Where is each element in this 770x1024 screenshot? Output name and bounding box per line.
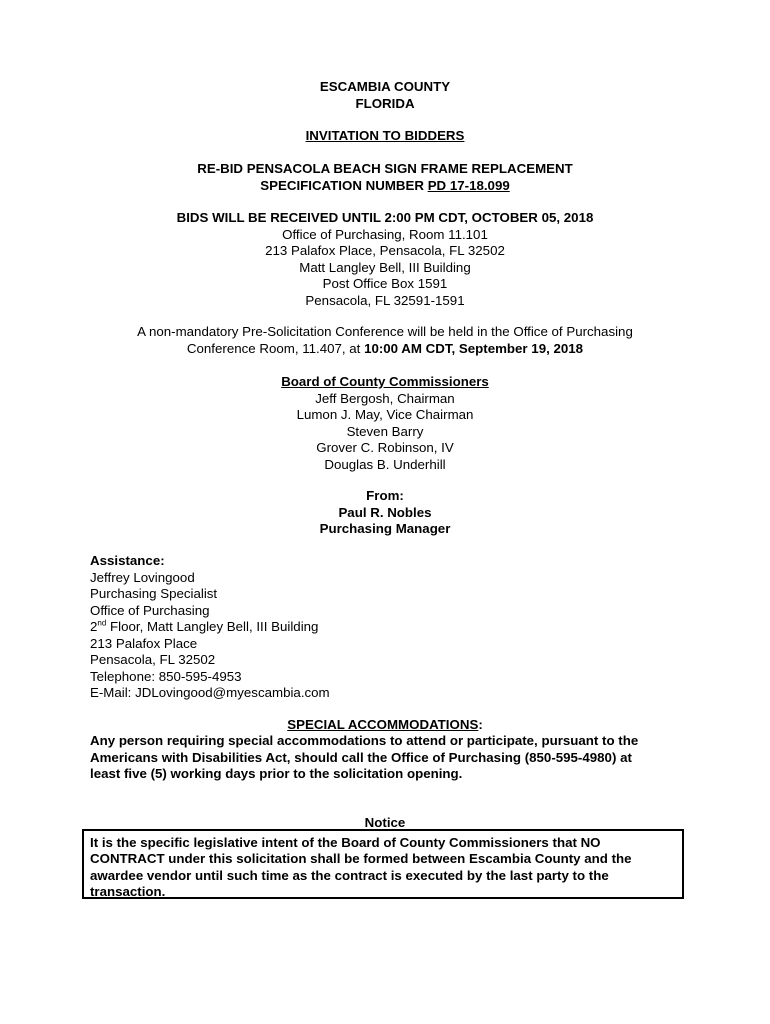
accommodations-body [90, 733, 638, 783]
from-block [0, 488, 770, 538]
accommodations-heading [0, 717, 770, 734]
from-label: From: [366, 488, 404, 503]
bid-deadline: BIDS WILL BE RECEIVED UNTIL 2:00 PM CDT, OCTOBER 05, 2018 [176, 210, 594, 225]
floor-number: 2 [90, 619, 98, 634]
conference-time: 10:00 AM CDT, September 19, 2018 [364, 340, 584, 356]
contact-role: Purchasing Specialist [90, 586, 218, 601]
address-line: 213 Palafox Place, Pensacola, FL 32502 [265, 243, 505, 258]
assistance-block [90, 553, 330, 702]
board-block [0, 374, 770, 473]
notice-title: Notice [364, 815, 406, 830]
conference-block [0, 324, 770, 357]
notice-line: transaction. [90, 884, 166, 900]
board-member: Lumon J. May, Vice Chairman [296, 407, 474, 422]
conference-line-2 [0, 341, 770, 358]
contact-floor [90, 619, 330, 636]
conference-line-1: A non-mandatory Pre-Solicitation Conference will be held in the Office of Purchasing [137, 324, 633, 339]
contact-city: Pensacola, FL 32502 [90, 652, 216, 667]
notice-line: awardee vendor until such time as the contract is executed by the last party to the [90, 867, 609, 883]
header-block [0, 79, 770, 112]
accommodations-colon: : [478, 717, 483, 732]
bids-block [0, 210, 770, 309]
conference-location: Conference Room, 11.407, at [186, 340, 365, 356]
accommodations-line: least five (5) working days prior to the solicitation opening. [90, 766, 463, 781]
spec-number: PD 17-18.099 [427, 177, 510, 193]
invitation-title: INVITATION TO BIDDERS [305, 128, 465, 143]
notice-line: CONTRACT under this solicitation shall be formed between Escambia County and the [90, 851, 632, 867]
board-title: Board of County Commissioners [281, 374, 489, 389]
contact-email: E-Mail: JDLovingood@myescambia.com [90, 685, 330, 700]
contact-telephone: Telephone: 850-595-4953 [90, 668, 242, 684]
rebid-block [0, 161, 770, 194]
from-title: Purchasing Manager [319, 521, 451, 536]
address-line: Matt Langley Bell, III Building [299, 259, 471, 275]
contact-street: 213 Palafox Place [90, 635, 198, 651]
county-name: ESCAMBIA COUNTY [319, 79, 451, 94]
board-member: Steven Barry [346, 423, 424, 439]
board-member: Douglas B. Underhill [324, 456, 446, 472]
address-line: Pensacola, FL 32591-1591 [305, 292, 465, 308]
contact-name: Jeffrey Lovingood [90, 569, 195, 585]
floor-building: Floor, Matt Langley Bell, III Building [106, 619, 319, 634]
address-line: Office of Purchasing, Room 11.101 [282, 226, 488, 242]
notice-box [82, 829, 684, 899]
spec-label: SPECIFICATION NUMBER [260, 177, 428, 193]
board-member: Grover C. Robinson, IV [316, 440, 454, 455]
accommodations-title: SPECIAL ACCOMMODATIONS [287, 717, 479, 732]
accommodations-line: Americans with Disabilities Act, should call the Office of Purchasing (850-595-4980) at [90, 749, 632, 765]
assistance-label: Assistance: [90, 553, 165, 568]
board-member: Jeff Bergosh, Chairman [315, 390, 455, 406]
invitation-block [0, 128, 770, 145]
rebid-title: RE-BID PENSACOLA BEACH SIGN FRAME REPLACEMENT [197, 161, 573, 176]
accommodations-line: Any person requiring special accommodations to attend or participate, pursuant to the [90, 733, 639, 748]
address-line: Post Office Box 1591 [322, 276, 448, 291]
state-name: FLORIDA [355, 95, 415, 111]
notice-line: It is the specific legislative intent of the Board of County Commissioners that NO [90, 835, 601, 850]
specification-line [0, 178, 770, 195]
contact-office: Office of Purchasing [90, 602, 210, 618]
floor-suffix: nd [97, 618, 107, 628]
from-name: Paul R. Nobles [338, 504, 432, 520]
